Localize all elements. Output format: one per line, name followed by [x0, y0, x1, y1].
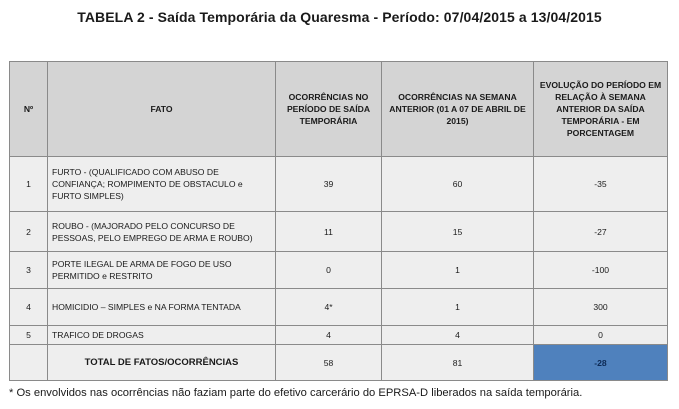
row-evolucao: 300 — [534, 289, 668, 326]
row-fato: HOMICIDIO – SIMPLES e NA FORMA TENTADA — [48, 289, 276, 326]
row-number: 5 — [10, 326, 48, 345]
row-fato: PORTE ILEGAL DE ARMA DE FOGO DE USO PERMITIDO e RESTRITO — [48, 252, 276, 289]
table-row — [10, 252, 668, 289]
total-row — [10, 345, 668, 381]
row-periodo: 39 — [276, 157, 382, 212]
row-periodo: 4* — [276, 289, 382, 326]
data-table — [9, 61, 668, 381]
total-periodo: 58 — [276, 345, 382, 381]
footnote: * Os envolvidos nas ocorrências não faziam parte do efetivo carcerário do EPRSA-D liberados na saída temporária. — [9, 387, 583, 399]
row-evolucao: 0 — [534, 326, 668, 345]
row-number: 2 — [10, 212, 48, 252]
row-periodo: 11 — [276, 212, 382, 252]
header-fato: FATO — [48, 62, 276, 157]
row-anterior: 1 — [382, 252, 534, 289]
row-periodo: 0 — [276, 252, 382, 289]
total-anterior: 81 — [382, 345, 534, 381]
table-row — [10, 289, 668, 326]
row-number: 3 — [10, 252, 48, 289]
row-anterior: 1 — [382, 289, 534, 326]
row-anterior: 15 — [382, 212, 534, 252]
header-ocorrencias-periodo: OCORRÊNCIAS NO PERÍODO DE SAÍDA TEMPORÁRIA — [276, 62, 382, 157]
row-fato: FURTO - (QUALIFICADO COM ABUSO DE CONFIANÇA; ROMPIMENTO DE OBSTACULO e FURTO SIMPLES) — [48, 157, 276, 212]
total-evolucao: -28 — [534, 345, 668, 381]
row-number: 1 — [10, 157, 48, 212]
header-ocorrencias-semana-anterior: OCORRÊNCIAS NA SEMANA ANTERIOR (01 A 07 DE ABRIL DE 2015) — [382, 62, 534, 157]
table-row — [10, 326, 668, 345]
header-n: Nº — [10, 62, 48, 157]
table-title: TABELA 2 - Saída Temporária da Quaresma - Período: 07/04/2015 a 13/04/2015 — [77, 9, 602, 25]
row-fato: ROUBO - (MAJORADO PELO CONCURSO DE PESSOAS, PELO EMPREGO DE ARMA E ROUBO) — [48, 212, 276, 252]
row-anterior: 60 — [382, 157, 534, 212]
row-periodo: 4 — [276, 326, 382, 345]
table-row — [10, 157, 668, 212]
row-evolucao: -35 — [534, 157, 668, 212]
row-anterior: 4 — [382, 326, 534, 345]
header-row — [10, 62, 668, 157]
total-empty-cell — [10, 345, 48, 381]
row-number: 4 — [10, 289, 48, 326]
header-evolucao: EVOLUÇÃO DO PERÍODO EM RELAÇÃO À SEMANA ANTERIOR DA SAÍDA TEMPORÁRIA - EM PORCENTAGEM — [534, 62, 668, 157]
row-fato: TRAFICO DE DROGAS — [48, 326, 276, 345]
total-label: TOTAL DE FATOS/OCORRÊNCIAS — [48, 345, 276, 381]
row-evolucao: -27 — [534, 212, 668, 252]
table-row — [10, 212, 668, 252]
row-evolucao: -100 — [534, 252, 668, 289]
